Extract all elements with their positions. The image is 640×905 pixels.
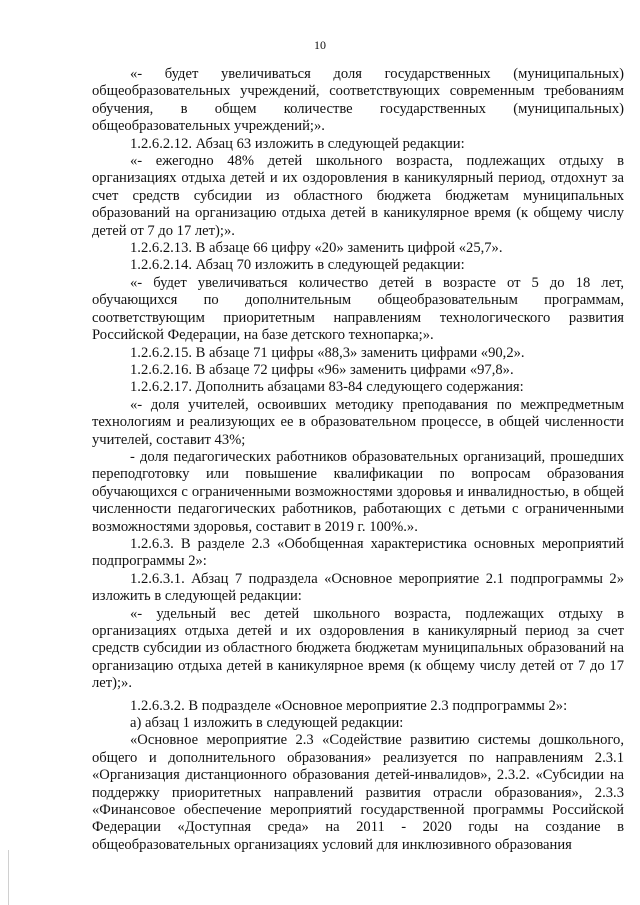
paragraph-item-1-2-6-3-1: 1.2.6.3.1. Абзац 7 подраздела «Основное мероприятие 2.1 подпрограммы 2» изложить в следующей редакции: (92, 570, 624, 605)
scan-edge-line (8, 850, 9, 905)
paragraph-subitem-a: а) абзац 1 изложить в следующей редакции: (130, 715, 404, 732)
paragraph-item-1-2-6-2-13: 1.2.6.2.13. В абзаце 66 цифру «20» заменить цифрой «25,7». (130, 240, 503, 257)
paragraph-quote-technopark: «- будет увеличиваться количество детей в возрасте от 5 до 18 лет, обучающихся по дополнительным общеобразовательным программам, соответствующим приоритетным направлениям технологического развития Российской Федерации, на базе детского технопарка;». (92, 274, 624, 344)
paragraph-item-1-2-6-2-16: 1.2.6.2.16. В абзаце 72 цифры «96» заменить цифрами «97,8». (130, 361, 514, 378)
paragraph-item-1-2-6-3: 1.2.6.3. В разделе 2.3 «Обобщенная характеристика основных мероприятий подпрограммы 2»: (92, 535, 624, 570)
paragraph-quote-pedagogues-share: - доля педагогических работников образовательных организаций, прошедших переподготовку или повышение квалификации по вопросам образования обучающихся с ограниченными возможностями здоровья и инвалидностью, в общей численности педагогических работников, работающих с детьми с ограниченными возможностями здоровья, составит в 2019 г. 100%.». (92, 448, 624, 535)
page-number: 10 (314, 38, 326, 52)
paragraph-quote-school-age-share: «- удельный вес детей школьного возраста, подлежащих отдыху в организациях отдыха детей и их оздоровления в каникулярный период за счет средств субсидии из областного бюджета бюджетам муниципальных образований на организацию отдыха детей в каникулярное время (к общему числу детей от 7 до 17 лет);». (92, 605, 624, 692)
paragraph-item-1-2-6-2-12: 1.2.6.2.12. Абзац 63 изложить в следующей редакции: (130, 135, 465, 152)
paragraph-item-1-2-6-2-15: 1.2.6.2.15. В абзаце 71 цифры «88,3» заменить цифрами «90,2». (130, 344, 525, 361)
paragraph-quote-teachers-share: «- доля учителей, освоивших методику преподавания по межпредметным технологиям и реализующих ее в образовательном процессе, в общей численности учителей, составит 43%; (92, 396, 624, 448)
paragraph-quote-municipal-schools: «- будет увеличиваться доля государственных (муниципальных) общеобразовательных учреждений, соответствующих современным требованиям обучения, в общем количестве государственных (муниципальных) общеобразовательных учреждений;». (92, 66, 624, 135)
paragraph-item-1-2-6-3-2: 1.2.6.3.2. В подразделе «Основное мероприятие 2.3 подпрограммы 2»: (130, 697, 568, 714)
document-body (92, 66, 624, 854)
paragraph-item-1-2-6-2-14: 1.2.6.2.14. Абзац 70 изложить в следующей редакции: (130, 257, 465, 274)
paragraph-quote-main-activity-2-3: «Основное мероприятие 2.3 «Содействие развитию системы дошкольного, общего и дополнительного образования» реализуется по направлениям 2.3.1 «Организация дистанционного образования детей-инвалидов», 2.3.2. «Субсидии на поддержку приоритетных направлений развития отрасли образования», 2.3.3 «Финансовое обеспечение мероприятий государственной программы Российской Федерации «Доступная среда» на 2011 - 2020 годы на создание в общеобразовательных организациях условий для инклюзивного образования (92, 732, 624, 853)
paragraph-item-1-2-6-2-17: 1.2.6.2.17. Дополнить абзацами 83-84 следующего содержания: (130, 379, 524, 396)
paragraph-quote-children-rest: «- ежегодно 48% детей школьного возраста, подлежащих отдыху в организациях отдыха детей и их оздоровления в каникулярный период, отдохнут за счет средств субсидии из областного бюджета бюджетам муниципальных образований на организацию отдыха детей в каникулярное время (к общему числу детей от 7 до 17 лет);». (92, 153, 624, 239)
